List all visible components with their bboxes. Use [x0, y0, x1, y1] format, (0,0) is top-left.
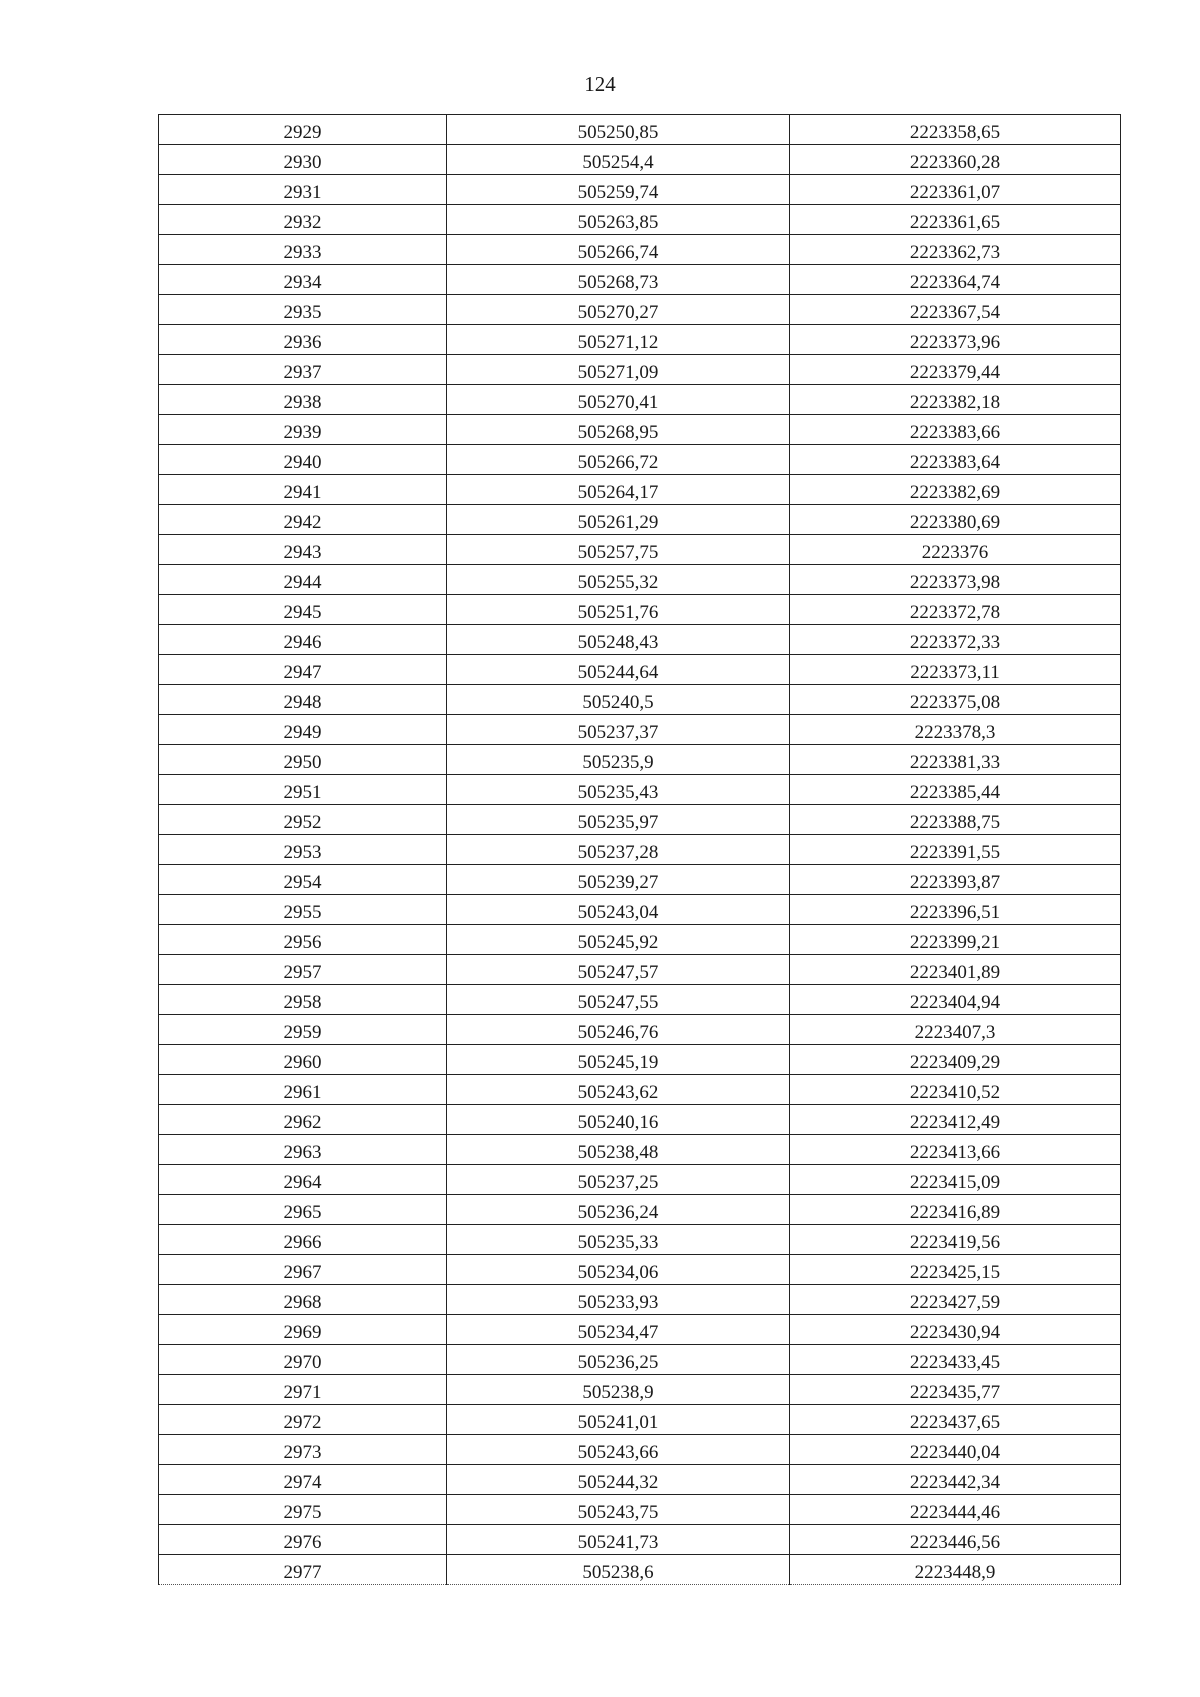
- x-coordinate-cell: 505271,09: [447, 355, 790, 385]
- x-coordinate-cell: 505235,9: [447, 745, 790, 775]
- y-coordinate-cell: 2223399,21: [790, 925, 1121, 955]
- table-row: [159, 1525, 1121, 1555]
- table-row: [159, 985, 1121, 1015]
- table-row: [159, 1555, 1121, 1585]
- x-coordinate-cell: 505236,24: [447, 1195, 790, 1225]
- x-coordinate-cell: 505248,43: [447, 625, 790, 655]
- y-coordinate-cell: 2223427,59: [790, 1285, 1121, 1315]
- y-coordinate-cell: 2223401,89: [790, 955, 1121, 985]
- y-coordinate-cell: 2223360,28: [790, 145, 1121, 175]
- x-coordinate-cell: 505235,33: [447, 1225, 790, 1255]
- point-number-cell: 2930: [159, 145, 447, 175]
- point-number-cell: 2968: [159, 1285, 447, 1315]
- point-number-cell: 2955: [159, 895, 447, 925]
- table-row: [159, 535, 1121, 565]
- point-number-cell: 2971: [159, 1375, 447, 1405]
- x-coordinate-cell: 505234,47: [447, 1315, 790, 1345]
- y-coordinate-cell: 2223407,3: [790, 1015, 1121, 1045]
- x-coordinate-cell: 505235,97: [447, 805, 790, 835]
- point-number-cell: 2941: [159, 475, 447, 505]
- point-number-cell: 2965: [159, 1195, 447, 1225]
- table-row: [159, 865, 1121, 895]
- x-coordinate-cell: 505244,64: [447, 655, 790, 685]
- y-coordinate-cell: 2223430,94: [790, 1315, 1121, 1345]
- table-row: [159, 145, 1121, 175]
- x-coordinate-cell: 505243,04: [447, 895, 790, 925]
- x-coordinate-cell: 505235,43: [447, 775, 790, 805]
- y-coordinate-cell: 2223385,44: [790, 775, 1121, 805]
- point-number-cell: 2974: [159, 1465, 447, 1495]
- point-number-cell: 2933: [159, 235, 447, 265]
- table-row: [159, 835, 1121, 865]
- table-row: [159, 745, 1121, 775]
- table-row: [159, 1015, 1121, 1045]
- x-coordinate-cell: 505250,85: [447, 115, 790, 145]
- y-coordinate-cell: 2223396,51: [790, 895, 1121, 925]
- table-row: [159, 655, 1121, 685]
- y-coordinate-cell: 2223404,94: [790, 985, 1121, 1015]
- x-coordinate-cell: 505241,01: [447, 1405, 790, 1435]
- point-number-cell: 2953: [159, 835, 447, 865]
- y-coordinate-cell: 2223393,87: [790, 865, 1121, 895]
- point-number-cell: 2935: [159, 295, 447, 325]
- y-coordinate-cell: 2223372,78: [790, 595, 1121, 625]
- table-row: [159, 1465, 1121, 1495]
- table-row: [159, 715, 1121, 745]
- x-coordinate-cell: 505270,41: [447, 385, 790, 415]
- point-number-cell: 2945: [159, 595, 447, 625]
- point-number-cell: 2969: [159, 1315, 447, 1345]
- x-coordinate-cell: 505254,4: [447, 145, 790, 175]
- point-number-cell: 2959: [159, 1015, 447, 1045]
- point-number-cell: 2964: [159, 1165, 447, 1195]
- y-coordinate-cell: 2223381,33: [790, 745, 1121, 775]
- table-row: [159, 1375, 1121, 1405]
- table-row: [159, 175, 1121, 205]
- x-coordinate-cell: 505268,73: [447, 265, 790, 295]
- point-number-cell: 2973: [159, 1435, 447, 1465]
- y-coordinate-cell: 2223367,54: [790, 295, 1121, 325]
- point-number-cell: 2943: [159, 535, 447, 565]
- x-coordinate-cell: 505259,74: [447, 175, 790, 205]
- x-coordinate-cell: 505247,55: [447, 985, 790, 1015]
- table-row: [159, 775, 1121, 805]
- x-coordinate-cell: 505266,74: [447, 235, 790, 265]
- point-number-cell: 2960: [159, 1045, 447, 1075]
- y-coordinate-cell: 2223380,69: [790, 505, 1121, 535]
- point-number-cell: 2957: [159, 955, 447, 985]
- x-coordinate-cell: 505236,25: [447, 1345, 790, 1375]
- y-coordinate-cell: 2223383,64: [790, 445, 1121, 475]
- table-row: [159, 925, 1121, 955]
- table-row: [159, 565, 1121, 595]
- table-row: [159, 235, 1121, 265]
- coordinates-table: [158, 114, 1121, 1585]
- point-number-cell: 2976: [159, 1525, 447, 1555]
- x-coordinate-cell: 505234,06: [447, 1255, 790, 1285]
- x-coordinate-cell: 505243,66: [447, 1435, 790, 1465]
- y-coordinate-cell: 2223391,55: [790, 835, 1121, 865]
- point-number-cell: 2952: [159, 805, 447, 835]
- y-coordinate-cell: 2223361,65: [790, 205, 1121, 235]
- table-row: [159, 1255, 1121, 1285]
- point-number-cell: 2938: [159, 385, 447, 415]
- y-coordinate-cell: 2223383,66: [790, 415, 1121, 445]
- x-coordinate-cell: 505245,19: [447, 1045, 790, 1075]
- y-coordinate-cell: 2223373,11: [790, 655, 1121, 685]
- page-number: 124: [584, 72, 616, 96]
- y-coordinate-cell: 2223440,04: [790, 1435, 1121, 1465]
- table-row: [159, 1075, 1121, 1105]
- point-number-cell: 2956: [159, 925, 447, 955]
- point-number-cell: 2931: [159, 175, 447, 205]
- y-coordinate-cell: 2223372,33: [790, 625, 1121, 655]
- y-coordinate-cell: 2223375,08: [790, 685, 1121, 715]
- table-row: [159, 325, 1121, 355]
- y-coordinate-cell: 2223416,89: [790, 1195, 1121, 1225]
- x-coordinate-cell: 505263,85: [447, 205, 790, 235]
- table-row: [159, 115, 1121, 145]
- table-row: [159, 1435, 1121, 1465]
- point-number-cell: 2972: [159, 1405, 447, 1435]
- point-number-cell: 2977: [159, 1555, 447, 1585]
- y-coordinate-cell: 2223362,73: [790, 235, 1121, 265]
- table-row: [159, 955, 1121, 985]
- table-row: [159, 415, 1121, 445]
- y-coordinate-cell: 2223410,52: [790, 1075, 1121, 1105]
- point-number-cell: 2940: [159, 445, 447, 475]
- table-row: [159, 505, 1121, 535]
- x-coordinate-cell: 505241,73: [447, 1525, 790, 1555]
- point-number-cell: 2951: [159, 775, 447, 805]
- x-coordinate-cell: 505237,25: [447, 1165, 790, 1195]
- y-coordinate-cell: 2223364,74: [790, 265, 1121, 295]
- y-coordinate-cell: 2223373,98: [790, 565, 1121, 595]
- table-row: [159, 385, 1121, 415]
- table-row: [159, 685, 1121, 715]
- y-coordinate-cell: 2223413,66: [790, 1135, 1121, 1165]
- y-coordinate-cell: 2223412,49: [790, 1105, 1121, 1135]
- table-row: [159, 1195, 1121, 1225]
- y-coordinate-cell: 2223378,3: [790, 715, 1121, 745]
- point-number-cell: 2975: [159, 1495, 447, 1525]
- table-row: [159, 625, 1121, 655]
- point-number-cell: 2946: [159, 625, 447, 655]
- x-coordinate-cell: 505244,32: [447, 1465, 790, 1495]
- point-number-cell: 2929: [159, 115, 447, 145]
- table-row: [159, 355, 1121, 385]
- point-number-cell: 2932: [159, 205, 447, 235]
- x-coordinate-cell: 505270,27: [447, 295, 790, 325]
- point-number-cell: 2970: [159, 1345, 447, 1375]
- point-number-cell: 2949: [159, 715, 447, 745]
- y-coordinate-cell: 2223433,45: [790, 1345, 1121, 1375]
- point-number-cell: 2962: [159, 1105, 447, 1135]
- table-row: [159, 1345, 1121, 1375]
- point-number-cell: 2942: [159, 505, 447, 535]
- x-coordinate-cell: 505271,12: [447, 325, 790, 355]
- y-coordinate-cell: 2223435,77: [790, 1375, 1121, 1405]
- x-coordinate-cell: 505238,9: [447, 1375, 790, 1405]
- table-row: [159, 295, 1121, 325]
- table-row: [159, 895, 1121, 925]
- x-coordinate-cell: 505240,16: [447, 1105, 790, 1135]
- y-coordinate-cell: 2223376: [790, 535, 1121, 565]
- y-coordinate-cell: 2223382,69: [790, 475, 1121, 505]
- point-number-cell: 2967: [159, 1255, 447, 1285]
- x-coordinate-cell: 505243,75: [447, 1495, 790, 1525]
- table-row: [159, 475, 1121, 505]
- x-coordinate-cell: 505238,48: [447, 1135, 790, 1165]
- table-row: [159, 595, 1121, 625]
- x-coordinate-cell: 505233,93: [447, 1285, 790, 1315]
- table-row: [159, 205, 1121, 235]
- table-row: [159, 1135, 1121, 1165]
- point-number-cell: 2958: [159, 985, 447, 1015]
- point-number-cell: 2950: [159, 745, 447, 775]
- point-number-cell: 2948: [159, 685, 447, 715]
- y-coordinate-cell: 2223419,56: [790, 1225, 1121, 1255]
- x-coordinate-cell: 505261,29: [447, 505, 790, 535]
- x-coordinate-cell: 505237,37: [447, 715, 790, 745]
- y-coordinate-cell: 2223448,9: [790, 1555, 1121, 1585]
- x-coordinate-cell: 505268,95: [447, 415, 790, 445]
- x-coordinate-cell: 505247,57: [447, 955, 790, 985]
- table-row: [159, 805, 1121, 835]
- x-coordinate-cell: 505237,28: [447, 835, 790, 865]
- x-coordinate-cell: 505266,72: [447, 445, 790, 475]
- table-row: [159, 1105, 1121, 1135]
- x-coordinate-cell: 505257,75: [447, 535, 790, 565]
- y-coordinate-cell: 2223358,65: [790, 115, 1121, 145]
- point-number-cell: 2937: [159, 355, 447, 385]
- coordinates-table-body: [159, 115, 1121, 1585]
- table-row: [159, 1285, 1121, 1315]
- table-row: [159, 1165, 1121, 1195]
- x-coordinate-cell: 505255,32: [447, 565, 790, 595]
- point-number-cell: 2944: [159, 565, 447, 595]
- x-coordinate-cell: 505243,62: [447, 1075, 790, 1105]
- table-row: [159, 1405, 1121, 1435]
- point-number-cell: 2966: [159, 1225, 447, 1255]
- x-coordinate-cell: 505238,6: [447, 1555, 790, 1585]
- y-coordinate-cell: 2223373,96: [790, 325, 1121, 355]
- x-coordinate-cell: 505264,17: [447, 475, 790, 505]
- point-number-cell: 2947: [159, 655, 447, 685]
- x-coordinate-cell: 505246,76: [447, 1015, 790, 1045]
- x-coordinate-cell: 505240,5: [447, 685, 790, 715]
- table-row: [159, 1045, 1121, 1075]
- table-row: [159, 1225, 1121, 1255]
- point-number-cell: 2936: [159, 325, 447, 355]
- y-coordinate-cell: 2223388,75: [790, 805, 1121, 835]
- y-coordinate-cell: 2223361,07: [790, 175, 1121, 205]
- y-coordinate-cell: 2223425,15: [790, 1255, 1121, 1285]
- y-coordinate-cell: 2223382,18: [790, 385, 1121, 415]
- point-number-cell: 2963: [159, 1135, 447, 1165]
- x-coordinate-cell: 505245,92: [447, 925, 790, 955]
- y-coordinate-cell: 2223409,29: [790, 1045, 1121, 1075]
- y-coordinate-cell: 2223437,65: [790, 1405, 1121, 1435]
- point-number-cell: 2939: [159, 415, 447, 445]
- y-coordinate-cell: 2223415,09: [790, 1165, 1121, 1195]
- point-number-cell: 2934: [159, 265, 447, 295]
- y-coordinate-cell: 2223444,46: [790, 1495, 1121, 1525]
- y-coordinate-cell: 2223442,34: [790, 1465, 1121, 1495]
- table-row: [159, 1495, 1121, 1525]
- table-row: [159, 445, 1121, 475]
- point-number-cell: 2961: [159, 1075, 447, 1105]
- x-coordinate-cell: 505239,27: [447, 865, 790, 895]
- table-row: [159, 265, 1121, 295]
- y-coordinate-cell: 2223446,56: [790, 1525, 1121, 1555]
- x-coordinate-cell: 505251,76: [447, 595, 790, 625]
- point-number-cell: 2954: [159, 865, 447, 895]
- y-coordinate-cell: 2223379,44: [790, 355, 1121, 385]
- table-row: [159, 1315, 1121, 1345]
